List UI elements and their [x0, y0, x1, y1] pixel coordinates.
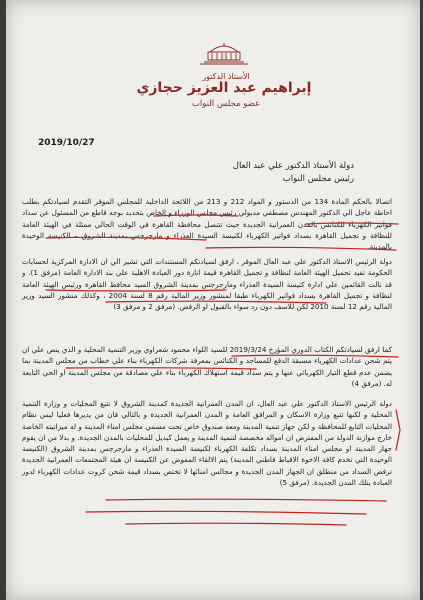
paragraph-4: دولة الرئيس الاستاذ الدكتور علي عبد العال، ان المدن العمرانية الجديدة كمدينة الشروق لا تتبع المحليات و وزارة التنمية المحلية و لكنها تتبع وزارة الاسكان و المرافق العامة و المدن العمرانية الجديدة و بالتالي فان من يديرها فعليا ليس نظام المحليات التابع للمحافظة و لكن جهاز تنمية المدينة ومعه صندوق خاص تحت مسمي مجلس امناء المدينة و له ميزانيته الخاصة خارج موازنة الدولة من المفترض ان امواله مخصصة لتنمية المدينة و يعمل كبديل للمحليات بالمدن الجديدة. و بدلا من ان يقوم جهاز المدينة او مجلس امناء المدينة بسداد تكلفة الكهرباء لكنيسة السيدة العذراء و مارجرجس بمدينة الشروق (الكنيسة الوحيدة التي تخدم كافة الاخوة الاقباط قاطني المدينة) يتم الالقاء المفوض عن الكنيسة ان هيئة المجتمعات العمرانية الجديدة ترفض السداد من منطلق ان الجهاز المدن الجديدة و مجالس امنائها لا تختص بسداد قيمة شحن كروت عدادات الكهرباء لدور العبادة بتلك المدن الجديدة. (مرفق 5) [22, 399, 392, 488]
document-page [6, 0, 420, 600]
header-title-prefix: الأستاذ الدكتور [202, 72, 250, 81]
document-date: 2019/10/27 [38, 138, 95, 148]
paragraph-2: دولة الرئيس الاستاذ الدكتور علي عبد العال الموقر ، ارفق لسيادتكم المستندات التي تشير الي ان الادارة المركزية لحسابات الحكومة تفيد تحميل الهيئة العامة لنظافة و تجميل القاهرة قيمة انارة دور العبادة الاهلية علي بند الادارة العامة (مرفق 1). و قد نالت القائمين علي ادارة كنيسة السيدة العذراء ومارجرجس بمدينة الشروق السيد محافظ القاهرة ورئيس الهيئة العامة لنظافة و تجميل القاهرة بسداد فواتير الكهرباء طبقا لمنشور وزير المالية رقم 8 لسنة 2004 ، وكذلك منشور السيد وزير المالية رقم 12 لسنة 2010 لكن للاسف دون رد سواء بالقبول او الرفض. (مرفق 2 و مرفق 3) [22, 257, 392, 312]
parliament-emblem-icon [192, 42, 256, 66]
header-role: عضو مجلس النواب [191, 99, 261, 109]
addressee-line-1: دولة الأستاذ الدكتور علي عبد العال [232, 161, 354, 171]
header-name: إبراهيم عبد العزيز حجازي [136, 80, 312, 96]
addressee-line-2: رئيس مجلس النواب [282, 174, 354, 184]
paragraph-3: كما ارفق لسيادتكم الكتاب الدوري المؤرخ 2019/3/24 للسيد اللواء محمود شعراوي وزير التنمية المحلية و الذي ينص علي ان يتم شحن عدادات الكهرباء مسبقة الدفع للمساجد و الكنائس بمعرفة شركات الكهرباء بناء علي خطاب من مجلس المدينة بما يضمن عدم قطع التيار الكهربائي عنها و يتم سداد قيمة استهلاك الكهرباء بناء علي مصادقة من مجلس المدينة او الحي التابعة له. (مرفق 4) [22, 345, 393, 388]
paragraph-1: اتصالا بالحكم المادة 134 من الدستور و المواد 212 و 213 من اللائحة الداخلية للمجلس الموقر التقدم لسيادتكم بطلب احاطة عاجل الي الدكتور المهندس مصطفي مدبولي رئيس مجلس الوزراء و الخاص بتحديد بوجه قاطع من المسئول عن سداد فواتير الكهرباء للكنائس بالمدن العمرانية الجديدة حيث تتنصل محافظة القاهرة في الوقت الحالي ممثلة في الهيئة العامة للنظافة و تجميل القاهرة بسداد فواتير الكهرباء لكنيسة السيدة العذراء و مارجرجس بمدينة الشروق – الكنيسة الوحيدة بالمدينة. [22, 197, 392, 252]
